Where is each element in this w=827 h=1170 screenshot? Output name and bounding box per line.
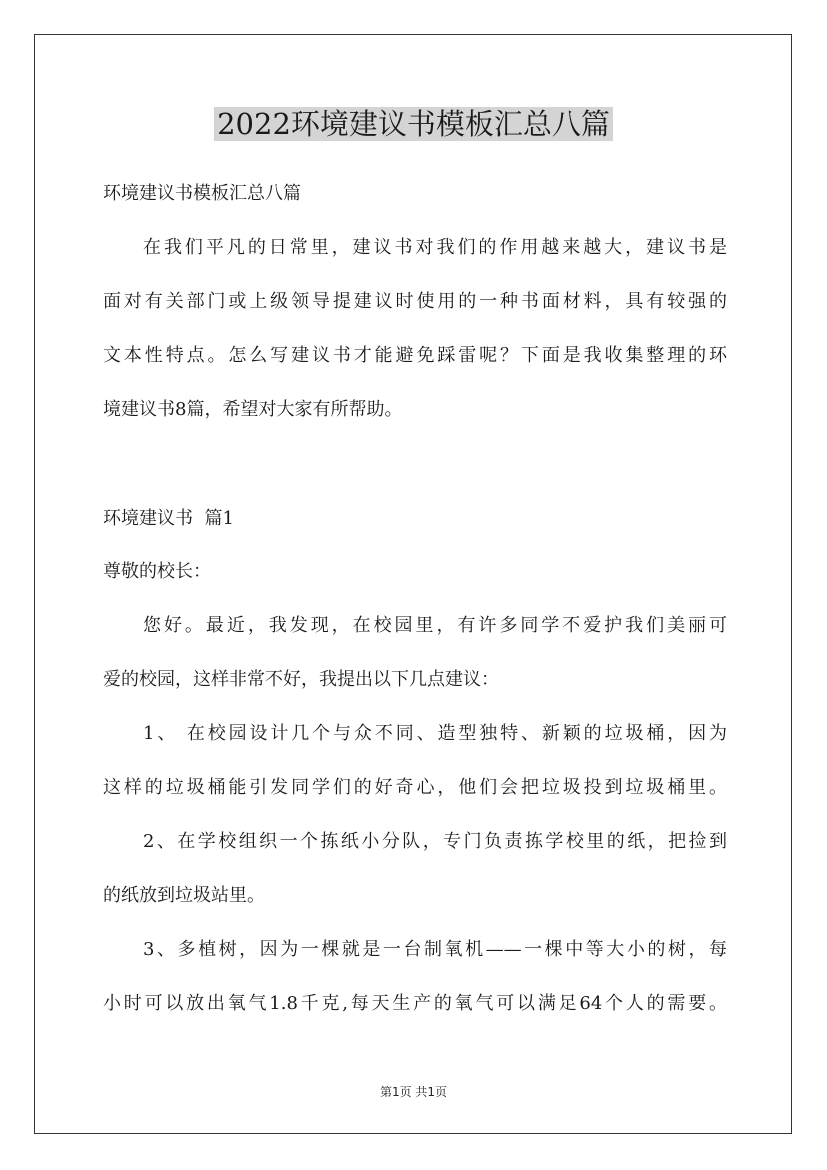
body-line-7: 3、多植树，因为一棵就是一台制氧机——一棵中等大小的树，每 <box>143 939 727 960</box>
body-line-6: 的纸放到垃圾站里。 <box>103 885 265 906</box>
intro-line-2: 面对有关部门或上级领导提建议时使用的一种书面材料，具有较强的 <box>103 291 727 312</box>
document-subtitle: 环境建议书模板汇总八篇 <box>103 183 301 204</box>
intro-line-1: 在我们平凡的日常里，建议书对我们的作用越来越大，建议书是 <box>143 237 727 258</box>
document-title <box>0 104 827 144</box>
intro-line-3: 文本性特点。怎么写建议书才能避免踩雷呢？下面是我收集整理的环 <box>103 345 727 366</box>
body-line-5: 2、在学校组织一个拣纸小分队，专门负责拣学校里的纸，把捡到 <box>143 831 727 852</box>
body-line-2: 爱的校园，这样非常不好，我提出以下几点建议： <box>103 669 499 690</box>
section-heading: 环境建议书 篇1 <box>103 508 234 529</box>
body-line-1: 您好。最近，我发现，在校园里，有许多同学不爱护我们美丽可 <box>143 615 727 636</box>
salutation: 尊敬的校长： <box>103 561 211 582</box>
page-footer: 第1页 共1页 <box>379 1085 448 1099</box>
body-line-3: 1、 在校园设计几个与众不同、造型独特、新颖的垃圾桶，因为 <box>143 723 727 744</box>
document-title-text: 2022环境建议书模板汇总八篇 <box>214 107 613 141</box>
intro-line-4: 境建议书8篇，希望对大家有所帮助。 <box>103 399 403 420</box>
body-line-8: 小时可以放出氧气1.8千克,每天生产的氧气可以满足64个人的需要。 <box>103 993 727 1014</box>
body-line-4: 这样的垃圾桶能引发同学们的好奇心，他们会把垃圾投到垃圾桶里。 <box>103 777 727 798</box>
